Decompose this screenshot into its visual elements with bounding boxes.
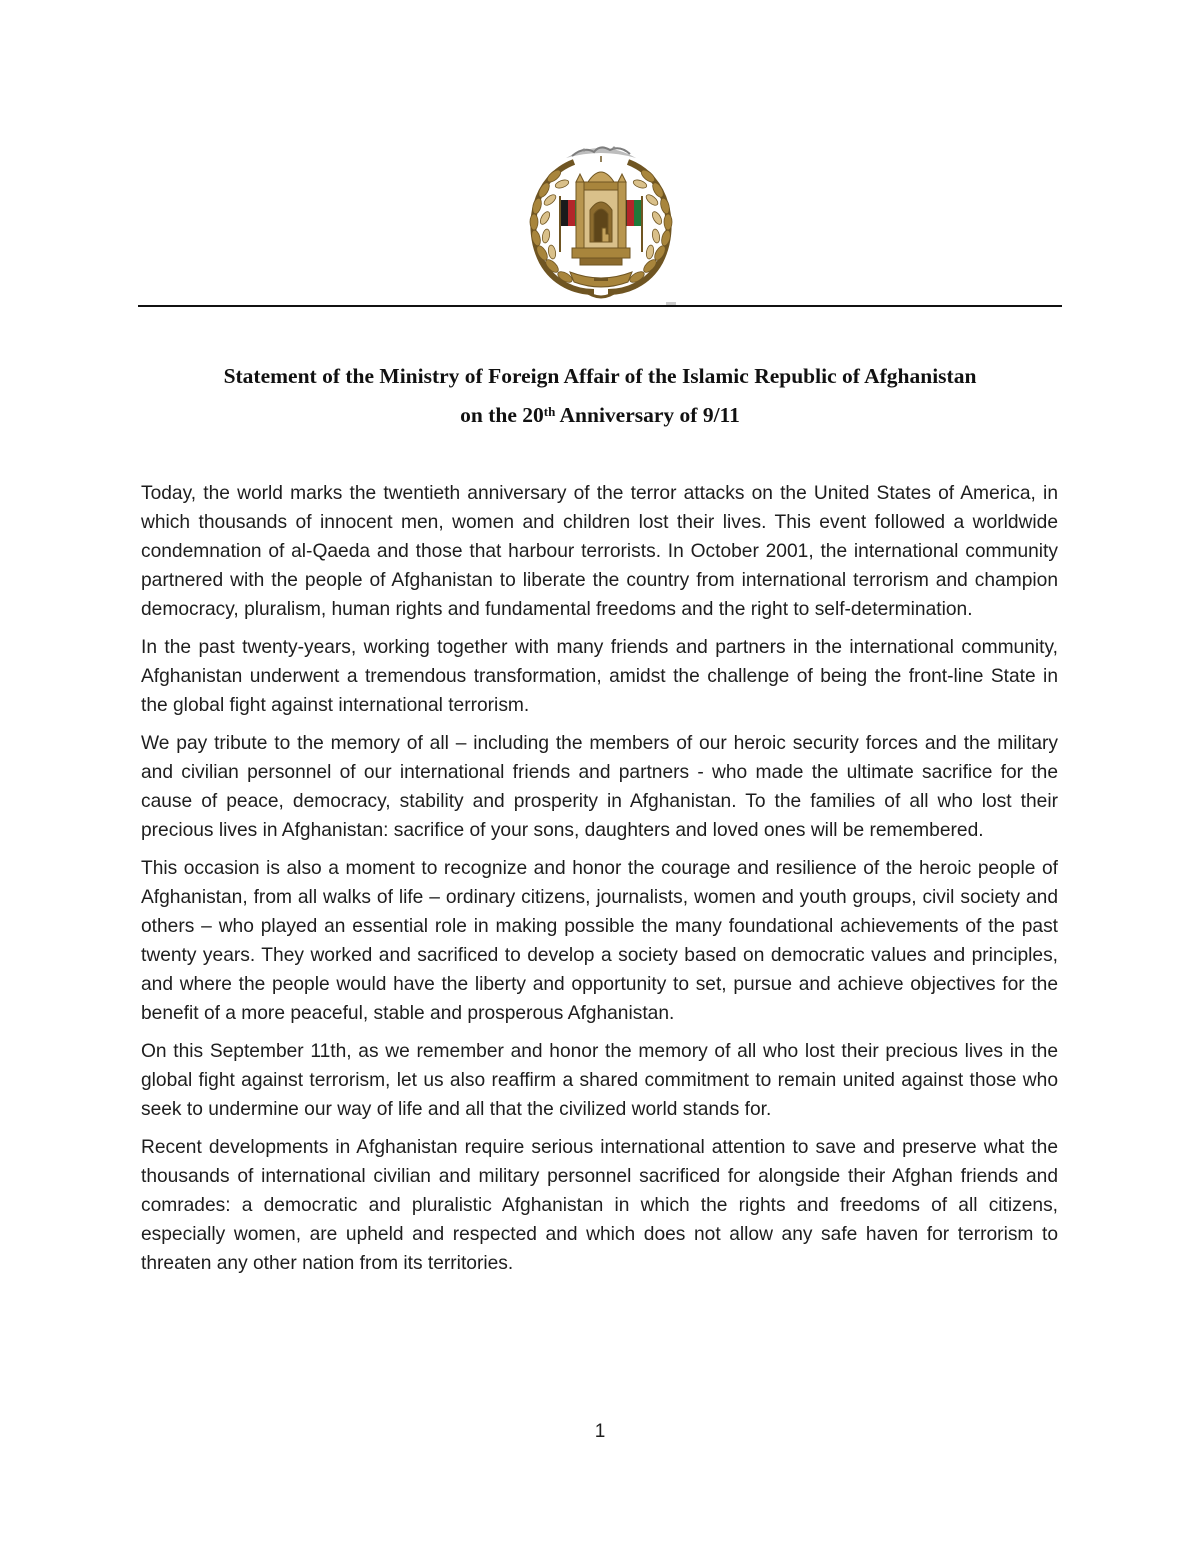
header-rule — [138, 305, 1062, 307]
paragraph: Today, the world marks the twentieth anniversary of the terror attacks on the United States of America, in which thousands of innocent men, women and children lost their lives. This event followed a worldwide condemnation of al-Qaeda and those that harbour terrorists. In October 2001, the international community partnered with the people of Afghanistan to liberate the country from international terrorism and champion democracy, pluralism, human rights and fundamental freedoms and the right to self-determination. — [141, 483, 1058, 620]
subtitle-prefix: on the 20 — [460, 403, 544, 427]
subtitle-superscript: th — [543, 404, 556, 419]
statement-title: Statement of the Ministry of Foreign Affair of the Islamic Republic of Afghanistan — [223, 364, 977, 388]
paragraph: Recent developments in Afghanistan require serious international attention to save and preserve what the thousands of international civilian and military personnel sacrificed for alongside their Afghan friends and comrades: a democratic and pluralistic Afghanistan in which the rights and freedoms of all citizens, especially women, are upheld and respected and which does not allow any safe haven for terrorism to threaten any other nation from its territories. — [141, 1137, 1058, 1274]
paragraph: We pay tribute to the memory of all – including the members of our heroic security forces and the military and civilian personnel of our international friends and partners - who made the ultimate sacrifice for the cause of peace, democracy, stability and prosperity in Afghanistan. To the families of all who lost their precious lives in Afghanistan: sacrifice of your sons, daughters and loved ones will be remembered. — [141, 733, 1058, 841]
paragraph: This occasion is also a moment to recognize and honor the courage and resilience of the heroic people of Afghanistan, from all walks of life – ordinary citizens, journalists, women and youth groups, civil society and others – who played an essential role in making possible the many foundational achievements of the past twenty years. They worked and sacrificed to develop a society based on democratic values and principles, and where the people would have the liberty and opportunity to set, pursue and achieve objectives for the benefit of a more peaceful, stable and prosperous Afghanistan. — [141, 858, 1058, 1024]
mosque — [572, 156, 630, 265]
paragraph: In the past twenty-years, working together with many friends and partners in the international community, Afghanistan underwent a tremendous transformation, amidst the challenge of being the front-line State in the global fight against international terrorism. — [141, 637, 1058, 716]
statement-subtitle — [120, 401, 1080, 429]
page-number: 1 — [594, 1421, 606, 1442]
statement-body — [141, 479, 1058, 1287]
paragraph: On this September 11th, as we remember and honor the memory of all who lost their precious lives in the global fight against terrorism, let us also reaffirm a shared commitment to remain united against those who seek to undermine our way of life and all that the civilized world stands for. — [141, 1041, 1058, 1120]
subtitle-suffix: Anniversary of 9/11 — [555, 403, 740, 427]
national-emblem-icon — [514, 132, 688, 310]
